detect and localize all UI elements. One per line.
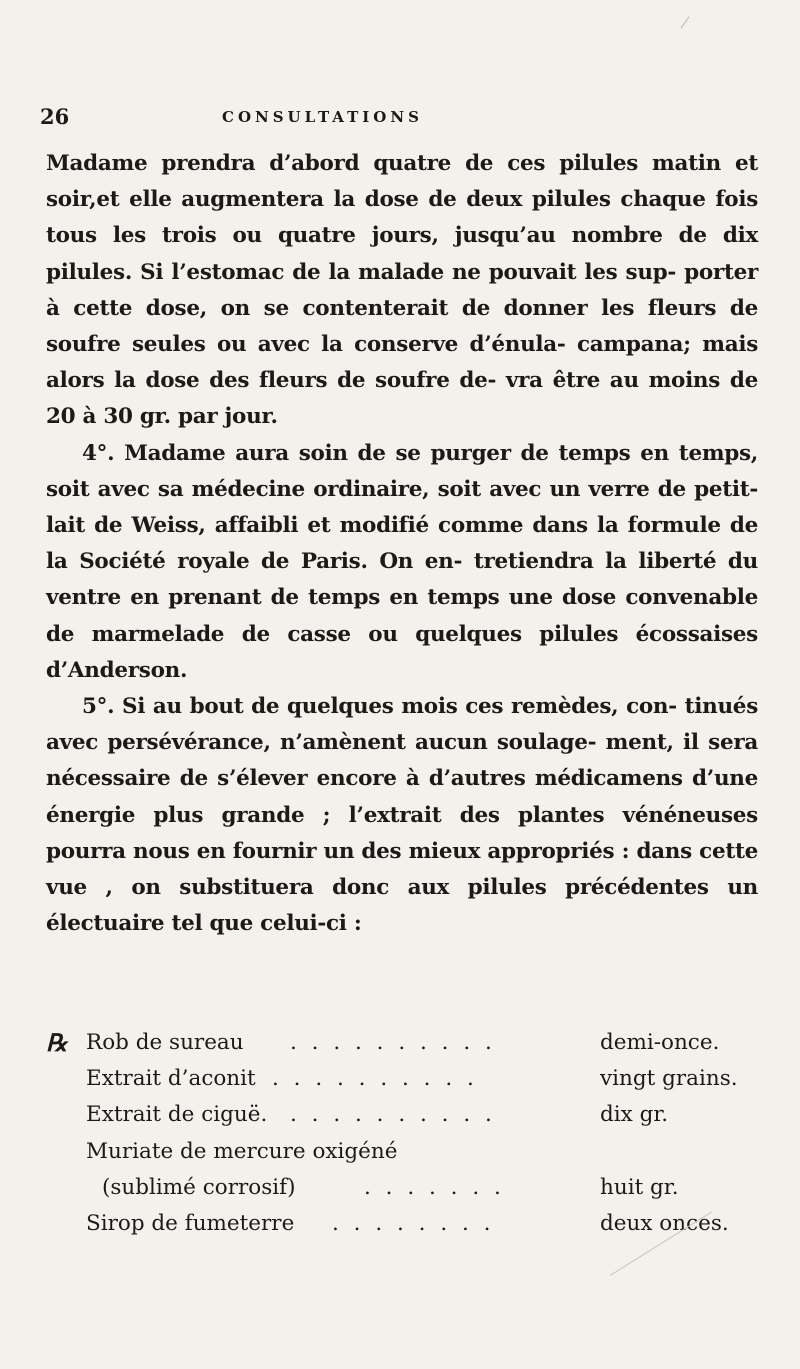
recipe-ingredient: Extrait de ciguë. bbox=[86, 1102, 268, 1128]
recipe-row bbox=[46, 1134, 758, 1170]
recipe-ingredient: Extrait d’aconit bbox=[86, 1066, 256, 1092]
recipe-ingredient: Sirop de fumeterre bbox=[86, 1210, 295, 1236]
dot-leader: . . . . . . . . . . bbox=[290, 1030, 496, 1055]
recipe-ingredient: Muriate de mercure oxigéné bbox=[86, 1138, 398, 1164]
recipe-quantity: demi-once. bbox=[600, 1030, 720, 1055]
recipe-quantity: dix gr. bbox=[600, 1102, 669, 1128]
recipe-quantity: deux onces. bbox=[600, 1210, 729, 1236]
prescription bbox=[46, 1025, 758, 1242]
page-header bbox=[40, 104, 760, 134]
running-head: CONSULTATIONS bbox=[222, 108, 423, 126]
corner-pencil-mark bbox=[681, 16, 690, 28]
recipe-ingredient: Rob de sureau bbox=[86, 1030, 244, 1055]
recipe-quantity: vingt grains. bbox=[600, 1066, 738, 1092]
recipe-quantity: huit gr. bbox=[600, 1174, 679, 1200]
page-number: 26 bbox=[40, 104, 70, 129]
paragraph-4-purge: 4°. Madame aura soin de se purger de temps en temps, soit avec sa médecine ordinaire, soit avec un verre de petit-lait de Weiss, affaibli et modifié comme dans la formule de la Société royale de Paris. On en- tretiendra la liberté du ventre en prenant de temps en temps une dose convenable de marmelade de casse ou quelques pilules écossaises d’Anderson. bbox=[46, 440, 758, 683]
dot-leader: . . . . . . . . bbox=[332, 1210, 495, 1236]
dot-leader: . . . . . . . bbox=[364, 1174, 505, 1200]
body-text bbox=[46, 146, 758, 942]
paragraph-dosage: Madame prendra d’abord quatre de ces pilules matin et soir,et elle augmentera la dose de deux pilules chaque fois tous les trois ou quatre jours, jusqu’au nombre de dix pilules. Si l’estomac de la malade ne pouvait les sup- porter à cette dose, on se contenterait de donner les fleurs de soufre seules ou avec la conserve d’énula- campana; mais alors la dose des fleurs de soufre de- vra être au moins de 20 à 30 gr. par jour. bbox=[46, 151, 758, 430]
paragraph-5-electuary: 5°. Si au bout de quelques mois ces remèdes, con- tinués avec persévérance, n’amènent aucun soulage- ment, il sera nécessaire de s’élever encore à d’autres médicamens d’une énergie plus grande ; l’extrait des plantes vénéneuses pourra nous en fournir un des mieux appropriés : dans cette vue , on substituera donc aux pilules précédentes un électuaire tel que celui-ci : bbox=[46, 694, 758, 937]
recipe-row bbox=[46, 1061, 758, 1097]
recipe-ingredient: (sublimé corrosif) bbox=[102, 1174, 296, 1200]
recipe-row bbox=[46, 1170, 758, 1206]
recipe-row bbox=[46, 1097, 758, 1133]
dot-leader: . . . . . . . . . . bbox=[272, 1066, 478, 1092]
recipe-symbol-icon: ℞ bbox=[46, 1028, 68, 1057]
recipe-row bbox=[46, 1206, 758, 1242]
recipe-row bbox=[46, 1025, 758, 1061]
dot-leader: . . . . . . . . . . bbox=[290, 1102, 496, 1128]
